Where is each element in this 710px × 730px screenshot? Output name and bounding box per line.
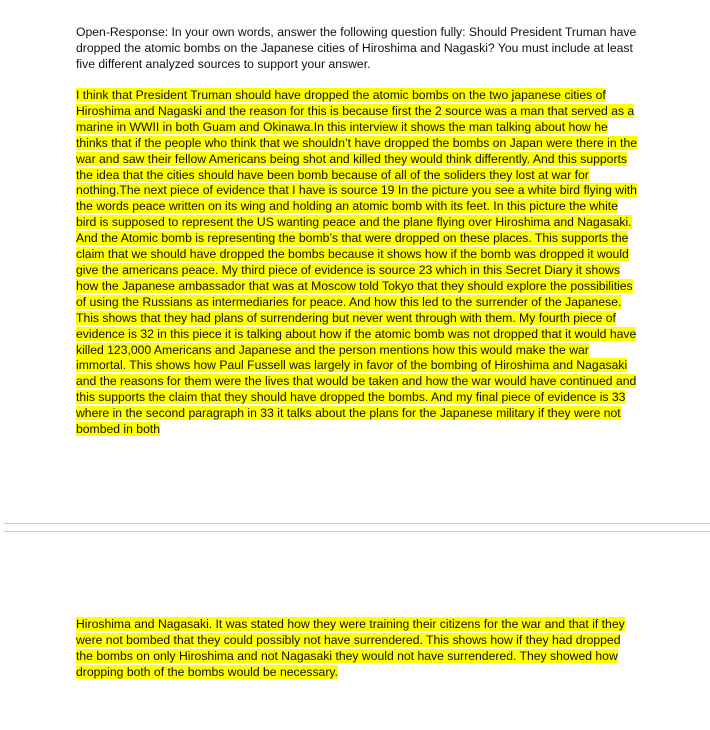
highlighted-answer-text-2: Hiroshima and Nagasaki. It was stated how they were training their citizens for the war and that if they were not bombed that they could possibly not have surrendered. This shows how if they had dropped the bombs on only Hiroshima and not Nagasaki they would not have surrendered. They showed how dropping both of the bombs would be necessary. xyxy=(76,617,625,679)
document-page-2 xyxy=(0,532,710,730)
highlighted-answer-text-1: I think that President Truman should have dropped the atomic bombs on the two japanese cities of Hiroshima and Nagaski and the reason for this is because first the 2 source was a man that served as a marine in WWII in both Guam and Okinawa.In this interview it shows the man talking about how he thinks that if the people who think that we shouldn’t have dropped the bombs on Japan were there in the war and saw their fellow Americans being shot and killed they would think differently. And this supports the idea that the cities should have been bomb because of all of the soliders they lost at war for nothing.The next piece of evidence that I have is source 19 In the picture you see a white bird flying with the words peace written on its wing and holding an atomic bomb with its feet. In this picture the white bird is supposed to represent the US wanting peace and the plane flying over Hiroshima and Nagasaki. And the Atomic bomb is representing the bomb’s that were dropped on these places. This supports the claim that we should have dropped the bombs because it shows how if the bomb was dropped it would give the americans peace. My third piece of evidence is source 23 which in this Secret Diary it shows how the Japanese ambassador that was at Moscow told Tokyo that they should explore the possibilities of using the Russians as intermediaries for peace. And how this led to the surrender of the Japanese. This shows that they had plans of surrendering but never went through with them. My fourth piece of evidence is 32 in this piece it is talking about how if the atomic bomb was not dropped that it would have killed 123,000 Americans and Japanese and the person mentions how this would make the war immortal. This shows how Paul Fussell was largely in favor of the bombing of Hiroshima and Nagasaki and the reasons for them were the lives that would be taken and how the war would have continued and this supports the claim that they should have dropped the bombs. And my final piece of evidence is 33 where in the second paragraph in 33 it talks about the plans for the Japanese military if they were not bombed in both xyxy=(76,88,637,437)
answer-paragraph-part-2[interactable] xyxy=(76,617,640,681)
prompt-text: Open-Response: In your own words, answer the following question fully: Should President Truman have dropped the atomic bombs on the Japanese cities of Hiroshima and Nagaski? You must include at least five different analyzed sources to support your answer. xyxy=(76,25,637,71)
answer-paragraph-part-1[interactable] xyxy=(76,88,640,438)
page-break-line-top xyxy=(4,523,710,524)
